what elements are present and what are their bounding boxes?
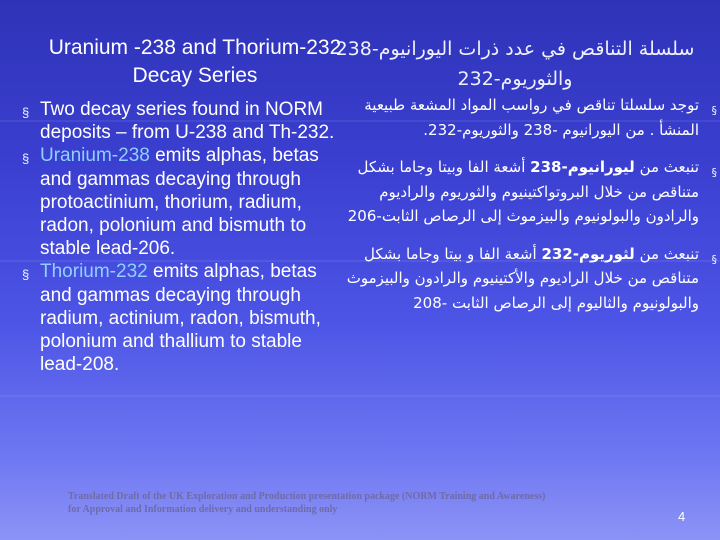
english-bullet-list xyxy=(22,98,342,376)
footer-disclaimer: Translated Draft of the UK Exploration and Production presentation package (NORM Training and Awareness) for Approval and Information delivery and understanding only xyxy=(68,491,546,515)
bullet-icon: § xyxy=(22,151,30,167)
bullet-item-ar-2 xyxy=(345,155,717,229)
page-number: 4 xyxy=(678,509,686,524)
bullet-text xyxy=(345,242,699,316)
bullet-icon: § xyxy=(711,166,717,179)
slide-title-english: Uranium -238 and Thorium-232 Decay Series xyxy=(48,36,342,87)
bullet-text xyxy=(40,144,342,260)
bullet-text: توجد سلسلتا تناقص في رواسب المواد المشعة طبيعية المنشأ . من اليورانيوم -238 والثوريوم-232. xyxy=(364,96,699,139)
bullet-icon: § xyxy=(711,104,717,117)
background-streak xyxy=(0,395,720,397)
isotope-highlight: Uranium-238 xyxy=(40,145,150,167)
bullet-prefix: تنبعث من xyxy=(634,244,699,263)
bullet-rest: emits alphas, betas and gammas decaying through radium, actinium, radon, bismuth, polonium and thallium to stable lead-208. xyxy=(40,261,321,376)
bullet-text xyxy=(345,155,699,229)
bullet-item-en-2 xyxy=(22,144,342,260)
bullet-item-ar-3 xyxy=(345,242,717,316)
slide-title-arabic: سلسلة التناقص في عدد ذرات اليورانيوم-238 والثوريوم-232 xyxy=(335,38,695,90)
isotope-highlight: لثوريوم-232 xyxy=(541,244,635,263)
bullet-item-en-1 xyxy=(22,98,342,144)
bullet-item-en-3 xyxy=(22,260,342,376)
bullet-rest: emits alphas, betas and gammas decaying through protoactinium, thorium, radium, radon, polonium and bismuth to stable lead-206. xyxy=(40,145,319,260)
bullet-icon: § xyxy=(711,252,717,266)
isotope-highlight: Thorium-232 xyxy=(40,261,148,283)
bullet-rest: أشعة الفا و بيتا وجاما بشكل متناقص من خلال الراديوم والأكتينيوم والرادون والبيزموث والبولونيوم والثاليوم إلى الرصاص الثابت -208 xyxy=(346,244,699,312)
isotope-highlight: ليورانيوم-238 xyxy=(530,158,635,176)
bullet-icon: § xyxy=(22,267,30,283)
bullet-item-ar-1 xyxy=(345,93,717,142)
bullet-text: Two decay series found in NORM deposits – from U-238 and Th-232. xyxy=(40,99,335,144)
bullet-icon: § xyxy=(22,105,30,120)
bullet-rest: أشعة الفا وبيتا وجاما بشكل متناقص من خلال البروتواكتينيوم والثوريوم والراديوم والرادون والبولونيوم والبيزموث إلى الرصاص الثابت-206 xyxy=(347,158,699,225)
bullet-text xyxy=(40,260,342,376)
bullet-prefix: تنبعث من xyxy=(634,158,699,176)
arabic-bullet-list xyxy=(345,93,717,315)
